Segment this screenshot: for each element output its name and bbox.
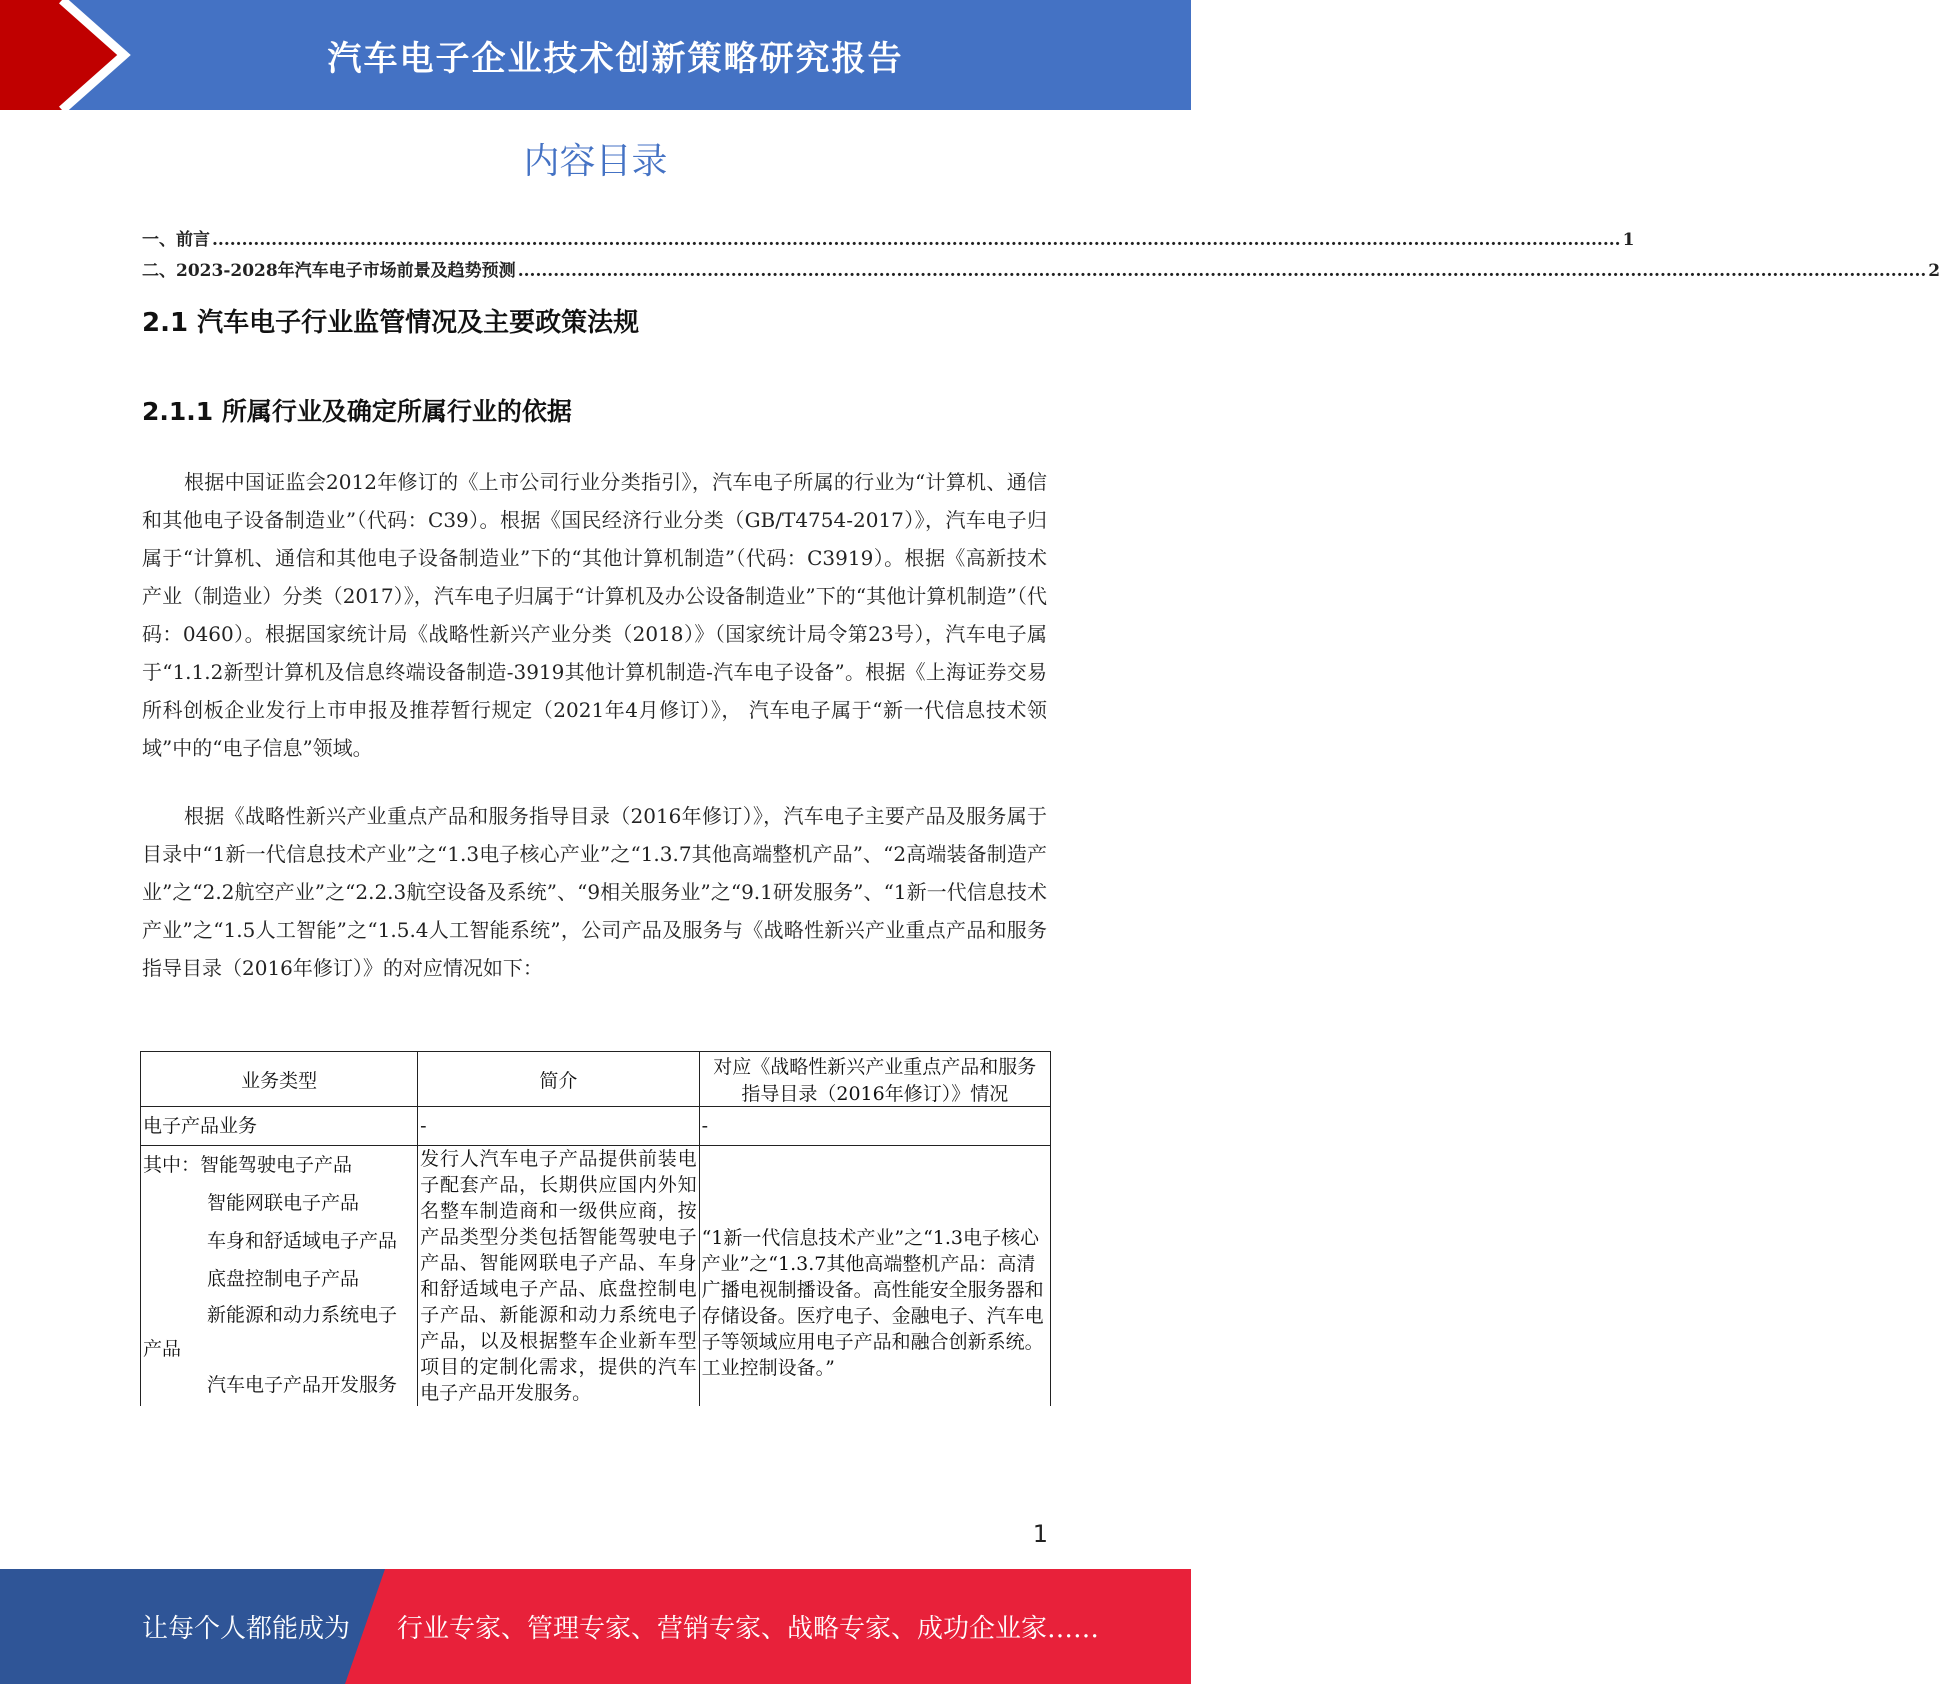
- toc-title: 内容目录: [523, 141, 668, 182]
- list-prefix: 其中：: [143, 1154, 201, 1176]
- table-cell: -: [418, 1107, 699, 1146]
- table-cell: 电子产品业务: [141, 1107, 418, 1146]
- toc-item-label: 一、前言: [142, 230, 210, 250]
- report-title: 汽车电子企业技术创新策略研究报告: [327, 38, 904, 79]
- table-cell-mapping: [699, 1146, 1050, 1407]
- table-header-cell: 业务类型: [141, 1052, 418, 1107]
- table-header-cell: 简介: [418, 1052, 699, 1107]
- footer-band: [0, 1569, 1191, 1684]
- list-item: 车身和舒适域电子产品: [207, 1230, 398, 1252]
- table-header-cell: 对应《战略性新兴产业重点产品和服务 指导目录（2016年修订）》情况: [699, 1052, 1050, 1107]
- footer-slogan-left: 让每个人都能成为: [142, 1614, 351, 1644]
- toc-leader-dots: ..............................................................................................................................................................................................................................................: [517, 261, 1927, 281]
- table-header-row: [141, 1052, 1051, 1107]
- toc-item-label: 二、2023-2028年汽车电子市场前景及趋势预测: [142, 261, 516, 281]
- section-heading-2-1: 2.1 汽车电子行业监管情况及主要政策法规: [142, 308, 640, 338]
- mapping-text: “1新一代信息技术产业”之“1.3电子核心产业”之“1.3.7其他高端整机产品：高清广播电视制播设备。高性能安全服务器和存储设备。医疗电子、金融电子、汽车电子等领域应用电子产品和融合创新系统。工业控制设备。”: [701, 1227, 1044, 1379]
- table-cell-business-types: [141, 1146, 418, 1407]
- list-item: 新能源和动力系统电子产品: [143, 1304, 398, 1360]
- toc-item-preface[interactable]: [142, 225, 1635, 251]
- list-item: 底盘控制电子产品: [207, 1268, 360, 1290]
- page-number: 1: [1032, 1520, 1048, 1548]
- list-item: 智能驾驶电子产品: [200, 1154, 353, 1176]
- section-heading-2-1-1: 2.1.1 所属行业及确定所属行业的依据: [142, 397, 572, 426]
- toc-item-page: 2: [1928, 261, 1940, 281]
- toc-item-forecast[interactable]: [142, 256, 1940, 282]
- toc-leader-dots: ..............................................................................................................................................................................................................................................: [212, 230, 1621, 250]
- header-band: [0, 0, 1191, 110]
- body-paragraph: 根据《战略性新兴产业重点产品和服务指导目录（2016年修订）》，汽车电子主要产品及服务属于目录中“1新一代信息技术产业”之“1.3电子核心产业”之“1.3.7其他高端整机产品”、“2高端装备制造产业”之“2.2航空产业”之“2.2.3航空设备及系统”、“9相关服务业”之“9.1研发服务”、“1新一代信息技术产业”之“1.5人工智能”之“1.5.4人工智能系统”，公司产品及服务与《战略性新兴产业重点产品和服务指导目录（2016年修订）》的对应情况如下：: [142, 804, 1047, 980]
- header-arrow-icon: [0, 0, 160, 110]
- footer-slogan-right: 行业专家、管理专家、营销专家、战略专家、成功企业家……: [397, 1614, 1100, 1644]
- body-paragraph: 根据中国证监会2012年修订的《上市公司行业分类指引》，汽车电子所属的行业为“计算机、通信和其他电子设备制造业”（代码：C39）。根据《国民经济行业分类（GB/T4754-2017）》，汽车电子归属于“计算机、通信和其他电子设备制造业”下的“其他计算机制造”（代码：C3919）。根据《高新技术产业（制造业）分类（2017）》，汽车电子归属于“计算机及办公设备制造业”下的“其他计算机制造”（代码：0460）。根据国家统计局《战略性新兴产业分类（2018）》（国家统计局令第23号），汽车电子属于“1.1.2新型计算机及信息终端设备制造-3919其他计算机制造-汽车电子设备”。根据《上海证券交易所科创板企业发行上市申报及推荐暂行规定（2021年4月修订）》， 汽车电子属于“新一代信息技术领域”中的“电子信息”领域。: [142, 470, 1047, 760]
- industry-mapping-table: [140, 1051, 1051, 1406]
- table-cell-description: 发行人汽车电子产品提供前装电子配套产品，长期供应国内外知名整车制造商和一级供应商，按产品类型分类包括智能驾驶电子产品、智能网联电子产品、车身和舒适域电子产品、底盘控制电子产品、新能源和动力系统电子产品，以及根据整车企业新车型项目的定制化需求，提供的汽车电子产品开发服务。: [418, 1146, 699, 1407]
- list-item: 智能网联电子产品: [207, 1192, 360, 1214]
- toc-item-page: 1: [1622, 230, 1635, 250]
- table-row: [141, 1146, 1051, 1407]
- list-item: 汽车电子产品开发服务: [207, 1374, 398, 1396]
- table-row: [141, 1107, 1051, 1146]
- table-cell: -: [699, 1107, 1050, 1146]
